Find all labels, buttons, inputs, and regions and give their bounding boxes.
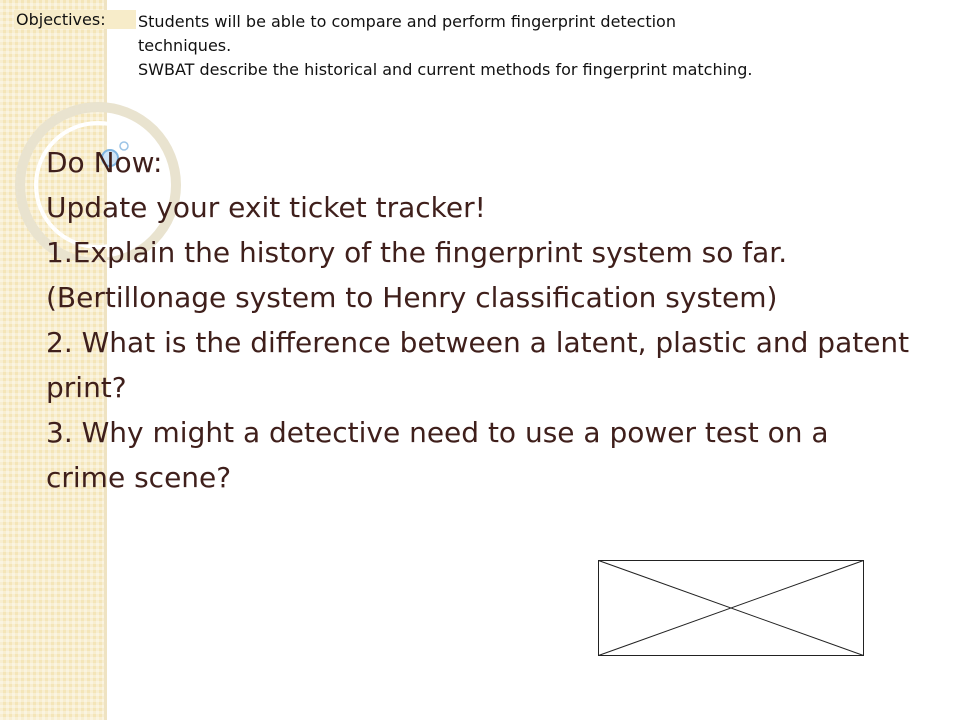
update-tracker-line: Update your exit ticket tracker! <box>46 191 486 224</box>
do-now-content <box>46 140 926 500</box>
question-1-line-2: (Bertillonage system to Henry classification system) <box>46 281 778 314</box>
objectives-label: Objectives: <box>14 10 136 29</box>
image-placeholder-box <box>598 560 864 656</box>
question-3-line-1: 3. Why might a detective need to use a power test on a <box>46 416 829 449</box>
objective-line-1: Students will be able to compare and perform fingerprint detection <box>138 12 676 31</box>
question-3-line-2: crime scene? <box>46 461 232 494</box>
question-1-line-1: 1.Explain the history of the fingerprint system so far. <box>46 236 788 269</box>
question-2-line-1: 2. What is the difference between a latent, plastic and patent <box>46 326 910 359</box>
objective-line-2: techniques. <box>138 36 232 55</box>
objective-line-3: SWBAT describe the historical and current methods for fingerprint matching. <box>138 60 753 79</box>
question-2-line-2: print? <box>46 371 127 404</box>
do-now-heading: Do Now: <box>46 146 163 179</box>
objectives-text <box>138 10 938 82</box>
